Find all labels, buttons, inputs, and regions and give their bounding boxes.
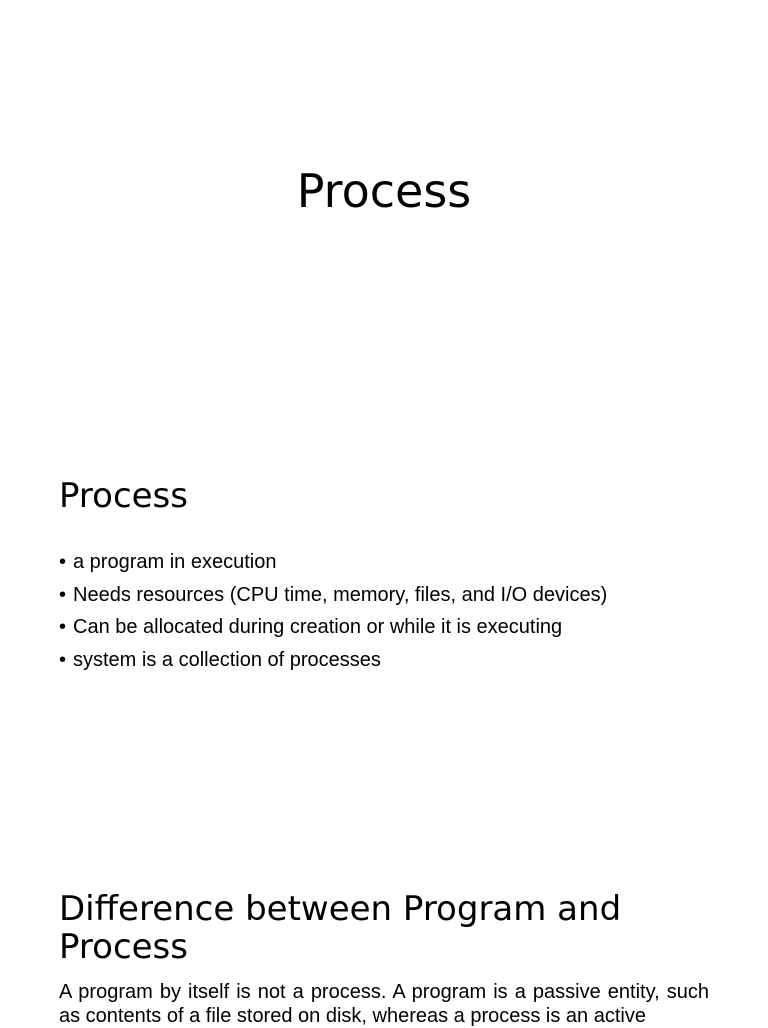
process-slide (0, 450, 768, 850)
bullet-text: Can be allocated during creation or while it is executing (73, 616, 563, 638)
difference-slide (0, 880, 768, 1027)
bullet-list (59, 546, 607, 676)
bullet-icon: • (59, 616, 67, 638)
bullet-icon: • (59, 583, 67, 606)
title-slide (0, 0, 768, 420)
slide-heading: Difference between Program and Process (59, 889, 622, 967)
bullet-icon: • (59, 648, 67, 671)
bullet-icon: • (59, 551, 67, 573)
bullet-text: Needs resources (CPU time, memory, files, and I/O devices) (73, 583, 608, 606)
list-item (59, 611, 607, 644)
list-item (59, 546, 607, 579)
slide-title: Process (296, 164, 472, 218)
list-item (59, 644, 607, 677)
body-paragraph: A program by itself is not a process. A program is a passive entity, such as contents of a file stored on disk, whereas a process is an active (59, 981, 709, 1027)
bullet-text: system is a collection of processes (73, 648, 381, 671)
list-item (59, 579, 607, 612)
bullet-text: a program in execution (73, 551, 277, 573)
slide-heading: Process (59, 476, 188, 516)
